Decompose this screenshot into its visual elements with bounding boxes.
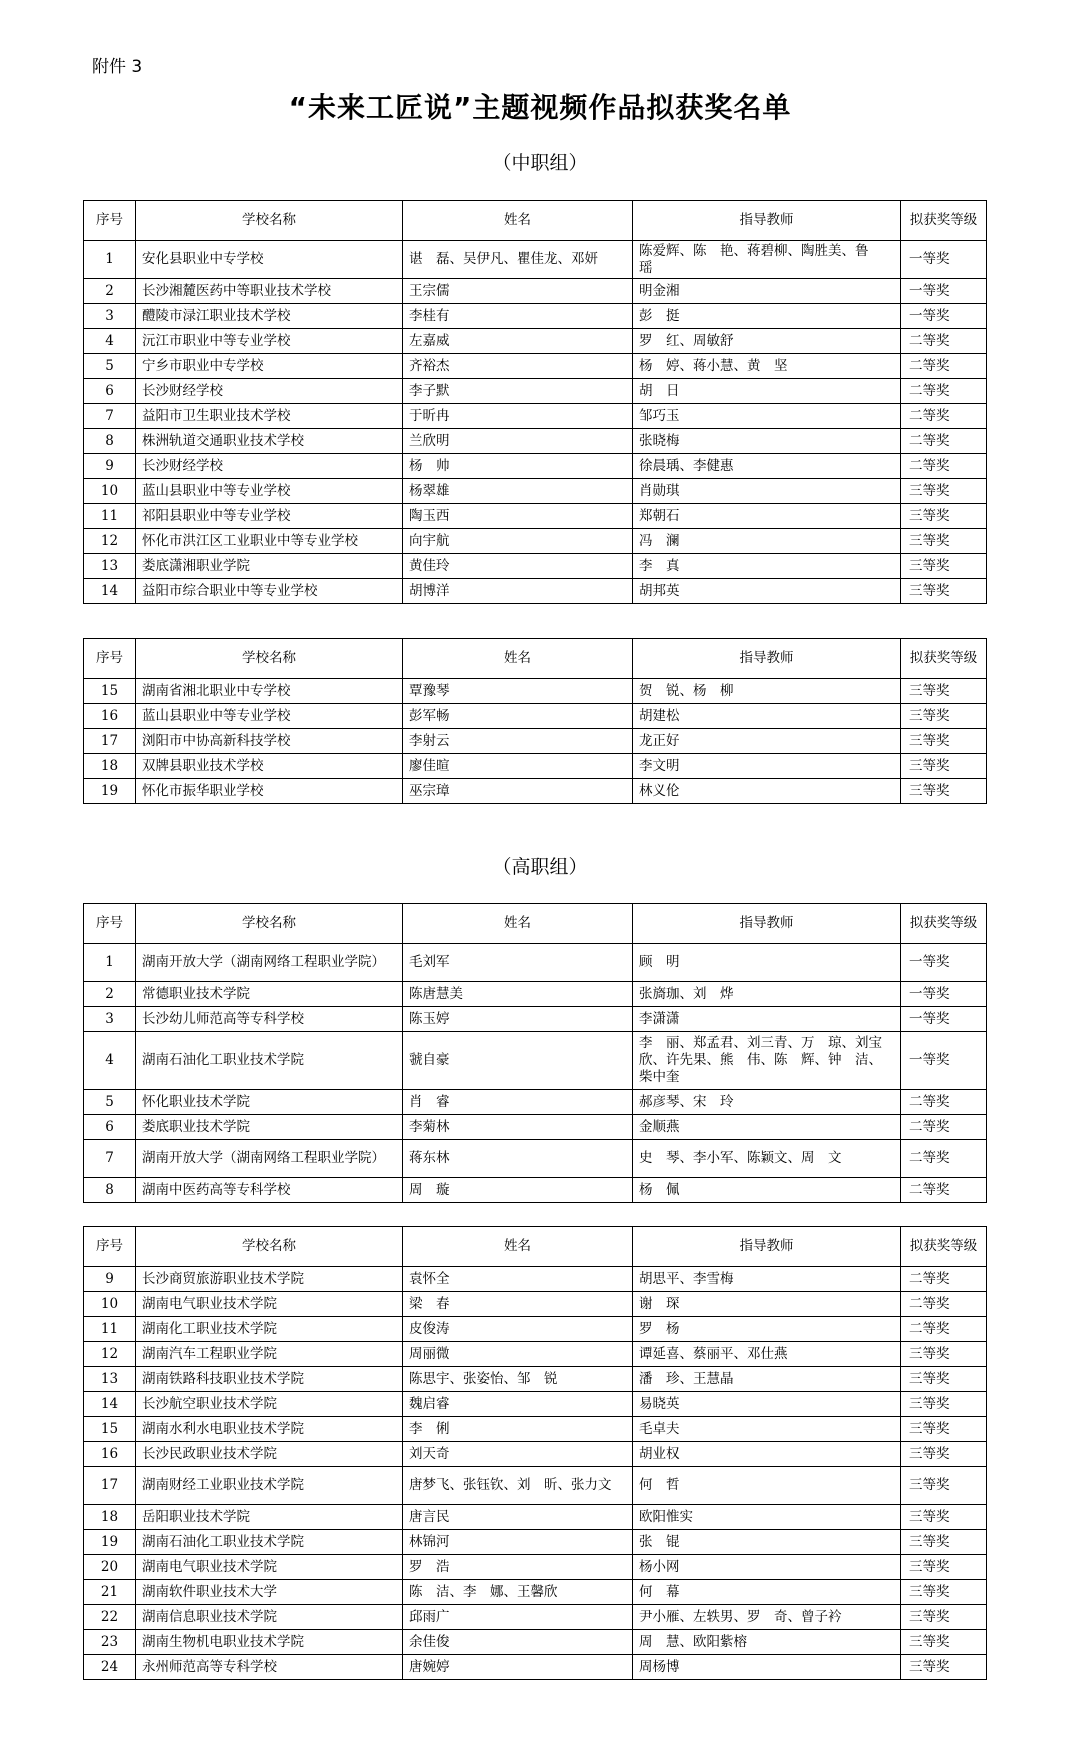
cell-school: 岳阳职业技术学院 (136, 1505, 403, 1530)
cell-teacher: 史 琴、李小军、陈颖文、周 文 (633, 1140, 901, 1178)
cell-award-level: 三等奖 (901, 1442, 987, 1467)
cell-award-level: 二等奖 (901, 379, 987, 404)
cell-teacher: 周 慧、欧阳紫榕 (633, 1630, 901, 1655)
cell-number: 15 (84, 1417, 136, 1442)
cell-school: 湖南生物机电职业技术学院 (136, 1630, 403, 1655)
cell-school: 湖南汽车工程职业学院 (136, 1342, 403, 1367)
header-no: 序号 (84, 904, 136, 944)
cell-teacher: 张晓梅 (633, 429, 901, 454)
cell-number: 16 (84, 1442, 136, 1467)
cell-teacher: 胡 日 (633, 379, 901, 404)
cell-teacher: 谢 琛 (633, 1292, 901, 1317)
cell-number: 1 (84, 241, 136, 279)
cell-student-name: 陶玉西 (403, 504, 633, 529)
cell-teacher: 郝彦琴、宋 玲 (633, 1090, 901, 1115)
cell-student-name: 唐言民 (403, 1505, 633, 1530)
cell-number: 6 (84, 1115, 136, 1140)
table-row (84, 1555, 987, 1580)
cell-award-level: 一等奖 (901, 241, 987, 279)
cell-number: 8 (84, 1178, 136, 1203)
award-table (83, 1226, 987, 1680)
cell-teacher: 杨小网 (633, 1555, 901, 1580)
award-table (83, 638, 987, 804)
cell-award-level: 三等奖 (901, 479, 987, 504)
cell-student-name: 向宇航 (403, 529, 633, 554)
cell-award-level: 二等奖 (901, 1292, 987, 1317)
cell-student-name: 肖 睿 (403, 1090, 633, 1115)
table-header-row (84, 1227, 987, 1267)
cell-award-level: 三等奖 (901, 1605, 987, 1630)
cell-teacher: 罗 杨 (633, 1317, 901, 1342)
table-row (84, 679, 987, 704)
table-row (84, 329, 987, 354)
cell-number: 10 (84, 479, 136, 504)
table-row (84, 1580, 987, 1605)
cell-award-level: 三等奖 (901, 1342, 987, 1367)
header-name: 姓名 (403, 201, 633, 241)
cell-award-level: 三等奖 (901, 1505, 987, 1530)
cell-number: 19 (84, 1530, 136, 1555)
cell-teacher: 肖勋琪 (633, 479, 901, 504)
cell-teacher: 杨 婷、蒋小慧、黄 坚 (633, 354, 901, 379)
cell-award-level: 三等奖 (901, 554, 987, 579)
cell-award-level: 三等奖 (901, 1417, 987, 1442)
cell-teacher: 胡业权 (633, 1442, 901, 1467)
cell-number: 23 (84, 1630, 136, 1655)
table-row (84, 1367, 987, 1392)
cell-teacher: 何 哲 (633, 1467, 901, 1505)
table-row (84, 1317, 987, 1342)
cell-number: 13 (84, 1367, 136, 1392)
table-row (84, 454, 987, 479)
cell-student-name: 虢自豪 (403, 1032, 633, 1090)
cell-student-name: 王宗儒 (403, 279, 633, 304)
cell-award-level: 三等奖 (901, 1392, 987, 1417)
cell-school: 沅江市职业中等专业学校 (136, 329, 403, 354)
cell-student-name: 唐梦飞、张钰钦、刘 昕、张力文 (403, 1467, 633, 1505)
cell-award-level: 三等奖 (901, 579, 987, 604)
cell-teacher: 胡建松 (633, 704, 901, 729)
cell-teacher: 毛卓夫 (633, 1417, 901, 1442)
cell-student-name: 李射云 (403, 729, 633, 754)
table-row (84, 704, 987, 729)
cell-number: 16 (84, 704, 136, 729)
cell-student-name: 刘天奇 (403, 1442, 633, 1467)
table-row (84, 579, 987, 604)
table-row (84, 304, 987, 329)
cell-teacher: 郑朝石 (633, 504, 901, 529)
table-row (84, 754, 987, 779)
cell-student-name: 余佳俊 (403, 1630, 633, 1655)
cell-award-level: 三等奖 (901, 1467, 987, 1505)
cell-school: 娄底潇湘职业学院 (136, 554, 403, 579)
cell-student-name: 李菊林 (403, 1115, 633, 1140)
cell-number: 19 (84, 779, 136, 804)
header-name: 姓名 (403, 1227, 633, 1267)
cell-award-level: 二等奖 (901, 1267, 987, 1292)
cell-school: 湖南电气职业技术学院 (136, 1292, 403, 1317)
cell-award-level: 二等奖 (901, 329, 987, 354)
cell-teacher: 谭延喜、蔡丽平、邓仕燕 (633, 1342, 901, 1367)
cell-student-name: 李子默 (403, 379, 633, 404)
cell-number: 3 (84, 304, 136, 329)
cell-number: 11 (84, 504, 136, 529)
cell-teacher: 顾 明 (633, 944, 901, 982)
table-row (84, 379, 987, 404)
award-table (83, 200, 987, 604)
table-header-row (84, 639, 987, 679)
cell-school: 长沙幼儿师范高等专科学校 (136, 1007, 403, 1032)
cell-student-name: 周 璇 (403, 1178, 633, 1203)
cell-number: 18 (84, 754, 136, 779)
cell-teacher: 周杨博 (633, 1655, 901, 1680)
table-row (84, 1630, 987, 1655)
header-award: 拟获奖等级 (901, 639, 987, 679)
cell-school: 湖南化工职业技术学院 (136, 1317, 403, 1342)
header-school: 学校名称 (136, 639, 403, 679)
cell-school: 湖南信息职业技术学院 (136, 1605, 403, 1630)
cell-school: 双牌县职业技术学校 (136, 754, 403, 779)
cell-number: 7 (84, 1140, 136, 1178)
header-teacher: 指导教师 (633, 904, 901, 944)
cell-school: 益阳市卫生职业技术学校 (136, 404, 403, 429)
table-row (84, 1140, 987, 1178)
cell-student-name: 周丽微 (403, 1342, 633, 1367)
cell-number: 7 (84, 404, 136, 429)
cell-student-name: 毛刘军 (403, 944, 633, 982)
table-row (84, 529, 987, 554)
cell-school: 湖南开放大学（湖南网络工程职业学院） (136, 1140, 403, 1178)
cell-teacher: 李 丽、郑孟君、刘三青、万 琼、刘宝欣、许先果、熊 伟、陈 辉、钟 洁、柴中奎 (633, 1032, 901, 1090)
document-title: “未来工匠说”主题视频作品拟获奖名单 (288, 91, 792, 124)
cell-student-name: 于昕冉 (403, 404, 633, 429)
cell-number: 15 (84, 679, 136, 704)
header-teacher: 指导教师 (633, 201, 901, 241)
cell-school: 湖南水利水电职业技术学院 (136, 1417, 403, 1442)
header-teacher: 指导教师 (633, 639, 901, 679)
cell-number: 22 (84, 1605, 136, 1630)
cell-number: 8 (84, 429, 136, 454)
header-award: 拟获奖等级 (901, 904, 987, 944)
cell-number: 9 (84, 1267, 136, 1292)
cell-number: 24 (84, 1655, 136, 1680)
cell-student-name: 谌 磊、吴伊凡、瞿佳龙、邓妍 (403, 241, 633, 279)
cell-award-level: 三等奖 (901, 754, 987, 779)
cell-student-name: 梁 春 (403, 1292, 633, 1317)
cell-teacher: 张旖珈、刘 烨 (633, 982, 901, 1007)
cell-teacher: 冯 澜 (633, 529, 901, 554)
cell-school: 宁乡市职业中专学校 (136, 354, 403, 379)
cell-teacher: 陈爱辉、陈 艳、蒋碧柳、陶胜美、鲁 瑶 (633, 241, 901, 279)
cell-number: 17 (84, 1467, 136, 1505)
table-row (84, 1090, 987, 1115)
cell-number: 18 (84, 1505, 136, 1530)
cell-teacher: 胡邦英 (633, 579, 901, 604)
cell-award-level: 二等奖 (901, 404, 987, 429)
cell-award-level: 二等奖 (901, 1178, 987, 1203)
table-row (84, 1505, 987, 1530)
cell-teacher: 尹小雁、左轶男、罗 奇、曾子衿 (633, 1605, 901, 1630)
cell-student-name: 杨翠雄 (403, 479, 633, 504)
table-row (84, 429, 987, 454)
cell-award-level: 二等奖 (901, 1140, 987, 1178)
cell-teacher: 李潇潇 (633, 1007, 901, 1032)
cell-number: 4 (84, 329, 136, 354)
cell-teacher: 彭 挺 (633, 304, 901, 329)
cell-school: 醴陵市渌江职业技术学校 (136, 304, 403, 329)
table-row (84, 404, 987, 429)
header-no: 序号 (84, 639, 136, 679)
cell-award-level: 一等奖 (901, 279, 987, 304)
cell-award-level: 三等奖 (901, 729, 987, 754)
cell-student-name: 邱雨广 (403, 1605, 633, 1630)
cell-school: 湖南石油化工职业技术学院 (136, 1032, 403, 1090)
cell-student-name: 蒋东林 (403, 1140, 633, 1178)
attachment-label: 附件 3 (92, 57, 143, 77)
cell-teacher: 罗 红、周敏舒 (633, 329, 901, 354)
cell-number: 5 (84, 1090, 136, 1115)
cell-award-level: 三等奖 (901, 1655, 987, 1680)
cell-school: 怀化职业技术学院 (136, 1090, 403, 1115)
cell-school: 永州师范高等专科学校 (136, 1655, 403, 1680)
cell-number: 3 (84, 1007, 136, 1032)
cell-student-name: 齐裕杰 (403, 354, 633, 379)
table-row (84, 354, 987, 379)
cell-school: 蓝山县职业中等专业学校 (136, 479, 403, 504)
cell-teacher: 潘 珍、王慧晶 (633, 1367, 901, 1392)
table-row (84, 1530, 987, 1555)
cell-number: 12 (84, 529, 136, 554)
table-row (84, 554, 987, 579)
cell-teacher: 易晓英 (633, 1392, 901, 1417)
cell-award-level: 二等奖 (901, 1317, 987, 1342)
cell-student-name: 罗 浩 (403, 1555, 633, 1580)
cell-student-name: 林锦河 (403, 1530, 633, 1555)
group-title-higher: （高职组） (492, 856, 588, 878)
cell-number: 21 (84, 1580, 136, 1605)
table-row (84, 729, 987, 754)
cell-teacher: 金顺燕 (633, 1115, 901, 1140)
table-row (84, 1007, 987, 1032)
cell-school: 株洲轨道交通职业技术学校 (136, 429, 403, 454)
table-row (84, 504, 987, 529)
cell-teacher: 邹巧玉 (633, 404, 901, 429)
cell-award-level: 二等奖 (901, 1090, 987, 1115)
cell-award-level: 一等奖 (901, 1032, 987, 1090)
cell-teacher: 胡思平、李雪梅 (633, 1267, 901, 1292)
cell-teacher: 张 锟 (633, 1530, 901, 1555)
cell-teacher: 贺 锐、杨 柳 (633, 679, 901, 704)
cell-student-name: 陈玉婷 (403, 1007, 633, 1032)
cell-school: 安化县职业中专学校 (136, 241, 403, 279)
cell-student-name: 皮俊涛 (403, 1317, 633, 1342)
cell-school: 长沙湘麓医药中等职业技术学校 (136, 279, 403, 304)
cell-teacher: 林义伦 (633, 779, 901, 804)
header-name: 姓名 (403, 904, 633, 944)
cell-number: 5 (84, 354, 136, 379)
cell-student-name: 陈唐慧美 (403, 982, 633, 1007)
cell-student-name: 廖佳暄 (403, 754, 633, 779)
cell-student-name: 李 俐 (403, 1417, 633, 1442)
cell-school: 湖南中医药高等专科学校 (136, 1178, 403, 1203)
cell-number: 13 (84, 554, 136, 579)
cell-school: 益阳市综合职业中等专业学校 (136, 579, 403, 604)
cell-school: 长沙财经学校 (136, 379, 403, 404)
table-row (84, 1655, 987, 1680)
cell-award-level: 三等奖 (901, 704, 987, 729)
cell-award-level: 二等奖 (901, 354, 987, 379)
cell-school: 浏阳市中协高新科技学校 (136, 729, 403, 754)
cell-student-name: 陈思宇、张姿怡、邹 锐 (403, 1367, 633, 1392)
cell-school: 湖南铁路科技职业技术学院 (136, 1367, 403, 1392)
cell-award-level: 二等奖 (901, 454, 987, 479)
cell-school: 长沙商贸旅游职业技术学院 (136, 1267, 403, 1292)
cell-number: 4 (84, 1032, 136, 1090)
cell-teacher: 徐晨瑀、李健惠 (633, 454, 901, 479)
cell-school: 怀化市洪江区工业职业中等专业学校 (136, 529, 403, 554)
cell-school: 湖南开放大学（湖南网络工程职业学院） (136, 944, 403, 982)
cell-school: 湖南省湘北职业中专学校 (136, 679, 403, 704)
header-school: 学校名称 (136, 201, 403, 241)
cell-award-level: 一等奖 (901, 944, 987, 982)
cell-student-name: 李桂有 (403, 304, 633, 329)
cell-number: 10 (84, 1292, 136, 1317)
cell-student-name: 陈 洁、李 娜、王馨欣 (403, 1580, 633, 1605)
cell-school: 祁阳县职业中等专业学校 (136, 504, 403, 529)
header-teacher: 指导教师 (633, 1227, 901, 1267)
cell-school: 湖南软件职业技术大学 (136, 1580, 403, 1605)
cell-award-level: 二等奖 (901, 429, 987, 454)
header-school: 学校名称 (136, 904, 403, 944)
cell-teacher: 李文明 (633, 754, 901, 779)
cell-school: 湖南财经工业职业技术学院 (136, 1467, 403, 1505)
table-row (84, 1442, 987, 1467)
table-row (84, 1115, 987, 1140)
cell-teacher: 何 幕 (633, 1580, 901, 1605)
cell-award-level: 三等奖 (901, 779, 987, 804)
cell-number: 17 (84, 729, 136, 754)
cell-school: 常德职业技术学院 (136, 982, 403, 1007)
cell-school: 湖南石油化工职业技术学院 (136, 1530, 403, 1555)
header-award: 拟获奖等级 (901, 1227, 987, 1267)
cell-number: 11 (84, 1317, 136, 1342)
cell-teacher: 龙正好 (633, 729, 901, 754)
cell-number: 2 (84, 982, 136, 1007)
table-row (84, 944, 987, 982)
cell-award-level: 三等奖 (901, 504, 987, 529)
cell-school: 湖南电气职业技术学院 (136, 1555, 403, 1580)
header-no: 序号 (84, 201, 136, 241)
cell-student-name: 袁怀全 (403, 1267, 633, 1292)
cell-school: 娄底职业技术学院 (136, 1115, 403, 1140)
cell-school: 长沙航空职业技术学院 (136, 1392, 403, 1417)
cell-award-level: 三等奖 (901, 1530, 987, 1555)
award-table (83, 903, 987, 1203)
table-row (84, 779, 987, 804)
cell-award-level: 三等奖 (901, 529, 987, 554)
cell-school: 蓝山县职业中等专业学校 (136, 704, 403, 729)
cell-award-level: 一等奖 (901, 1007, 987, 1032)
cell-student-name: 杨 帅 (403, 454, 633, 479)
table-row (84, 241, 987, 279)
table-row (84, 1467, 987, 1505)
cell-number: 6 (84, 379, 136, 404)
table-header-row (84, 904, 987, 944)
table-row (84, 1417, 987, 1442)
table-row (84, 1605, 987, 1630)
table-row (84, 1032, 987, 1090)
cell-number: 2 (84, 279, 136, 304)
cell-award-level: 三等奖 (901, 679, 987, 704)
cell-award-level: 三等奖 (901, 1580, 987, 1605)
cell-award-level: 二等奖 (901, 1115, 987, 1140)
cell-student-name: 巫宗璋 (403, 779, 633, 804)
header-school: 学校名称 (136, 1227, 403, 1267)
cell-number: 12 (84, 1342, 136, 1367)
table-row (84, 1267, 987, 1292)
cell-number: 1 (84, 944, 136, 982)
cell-number: 14 (84, 579, 136, 604)
cell-school: 怀化市振华职业学校 (136, 779, 403, 804)
header-name: 姓名 (403, 639, 633, 679)
cell-teacher: 欧阳惟实 (633, 1505, 901, 1530)
header-no: 序号 (84, 1227, 136, 1267)
cell-student-name: 兰欣明 (403, 429, 633, 454)
cell-student-name: 黄佳玲 (403, 554, 633, 579)
table-header-row (84, 201, 987, 241)
cell-award-level: 三等奖 (901, 1555, 987, 1580)
cell-student-name: 左嘉威 (403, 329, 633, 354)
cell-teacher: 杨 佩 (633, 1178, 901, 1203)
cell-award-level: 三等奖 (901, 1630, 987, 1655)
cell-award-level: 一等奖 (901, 982, 987, 1007)
table-row (84, 479, 987, 504)
cell-award-level: 三等奖 (901, 1367, 987, 1392)
cell-school: 长沙民政职业技术学院 (136, 1442, 403, 1467)
cell-award-level: 一等奖 (901, 304, 987, 329)
cell-number: 20 (84, 1555, 136, 1580)
cell-student-name: 魏启睿 (403, 1392, 633, 1417)
cell-number: 9 (84, 454, 136, 479)
header-award: 拟获奖等级 (901, 201, 987, 241)
cell-number: 14 (84, 1392, 136, 1417)
table-row (84, 982, 987, 1007)
table-row (84, 1342, 987, 1367)
cell-teacher: 明金湘 (633, 279, 901, 304)
cell-student-name: 唐婉婷 (403, 1655, 633, 1680)
table-row (84, 279, 987, 304)
cell-teacher: 李 真 (633, 554, 901, 579)
cell-student-name: 覃豫琴 (403, 679, 633, 704)
table-row (84, 1178, 987, 1203)
cell-student-name: 胡博洋 (403, 579, 633, 604)
cell-student-name: 彭军畅 (403, 704, 633, 729)
table-row (84, 1392, 987, 1417)
cell-school: 长沙财经学校 (136, 454, 403, 479)
group-title-secondary: （中职组） (492, 152, 588, 174)
table-row (84, 1292, 987, 1317)
